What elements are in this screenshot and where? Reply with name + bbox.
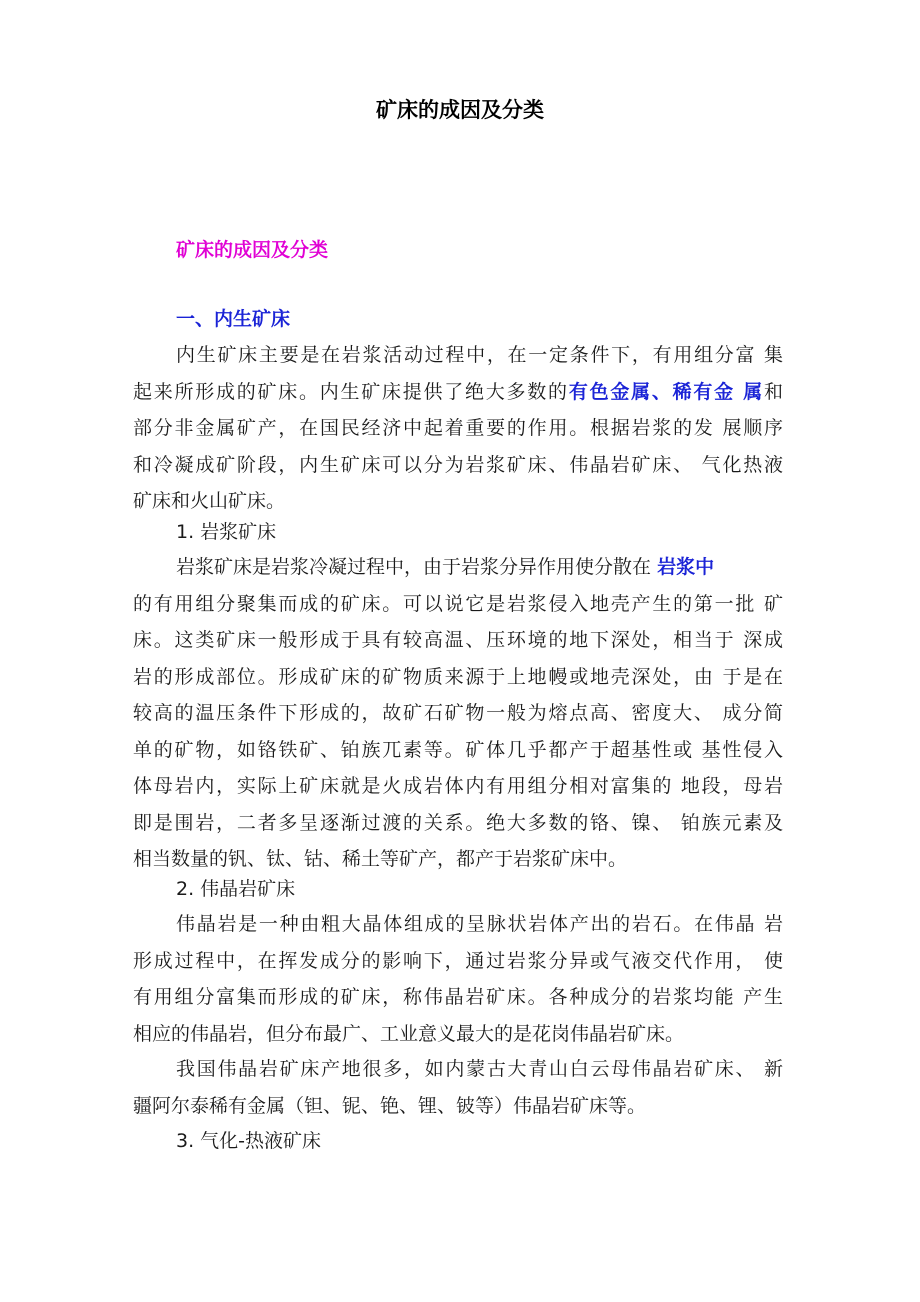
paragraph-magmatic (133, 549, 783, 878)
paragraph-pegmatite-china (133, 1051, 783, 1124)
text-line: 床。这类矿床一般形成于具有较高温、压环境的地下深处，相当于 深成 (133, 629, 783, 651)
text-line: 单的矿物，如铬铁矿、铂族兀素等。矿体几乎都产于超基性或 基性侵入 (133, 738, 783, 761)
text-line: 即是围岩，二者多呈逐渐过渡的关系。绝大多数的铬、镍、 铂族元素及 (133, 811, 783, 834)
text-line: 疆阿尔泰稀有金属（钽、铌、铯、锂、铍等）伟晶岩矿床等。 (133, 1094, 647, 1117)
text-line: 相应的伟晶岩，但分布最广、工业意义最大的是花岗伟晶岩矿床。 (133, 1022, 685, 1045)
text-line: 内生矿床主要是在岩浆活动过程中，在一定条件下，有用组分富 集 (176, 344, 783, 366)
paragraph-endogenic-intro (133, 337, 783, 520)
text-line: 起来所形成的矿床。内生矿床提供了绝大多数的有色金属、稀有金 属和 (133, 380, 783, 403)
subsection-heading-hydrothermal: 3. 气化-热液矿床 (176, 1130, 322, 1152)
highlight-link[interactable]: 岩浆中 (657, 556, 715, 578)
text-line: 形成过程中，在挥发成分的影响下，通过岩浆分异或气液交代作用， 使 (133, 949, 783, 972)
text-line: 体母岩内，实际上矿床就是火成岩体内有用组分相对富集的 地段，母岩 (133, 775, 783, 797)
text-line: 较高的温压条件下形成的，故矿石矿物一般为熔点高、密度大、 成分简 (133, 702, 783, 724)
text-line: 我国伟晶岩矿床产地很多，如内蒙古大青山白云母伟晶岩矿床、 新 (176, 1058, 783, 1080)
page-title: 矿床的成因及分类 (376, 98, 544, 122)
text-line: 的有用组分聚集而成的矿床。可以说它是岩浆侵入地壳产生的第一批 矿 (133, 592, 783, 615)
text-line: 和冷凝成矿阶段，内生矿床可以分为岩浆矿床、伟晶岩矿床、 气化热液 (133, 453, 783, 476)
text-line: 有用组分富集而形成的矿床，称伟晶岩矿床。各种成分的岩浆均能 产生 (133, 986, 783, 1008)
text-line: 伟晶岩是一种由粗大晶体组成的呈脉状岩体产出的岩石。在伟晶 岩 (176, 913, 783, 935)
paragraph-pegmatite (133, 906, 783, 1052)
text-line: 相当数量的钒、钛、钴、稀土等矿产，都产于岩浆矿床中。 (133, 848, 628, 870)
text-line: 岩浆矿床是岩浆冷凝过程中，由于岩浆分异作用使分散在 岩浆中 (176, 556, 715, 578)
subtitle: 矿床的成因及分类 (176, 239, 329, 261)
text-line: 岩的形成部位。形成矿床的矿物质来源于上地幔或地壳深处，由 于是在 (133, 665, 783, 688)
highlight-link[interactable]: 有色金属、稀有金 属 (568, 380, 764, 403)
text-line: 矿床和火山矿床。 (133, 490, 286, 512)
section-heading-endogenic: 一、内生矿床 (176, 308, 291, 330)
text-line: 部分非金属矿产，在国民经济中起着重要的作用。根据岩浆的发 展顺序 (133, 417, 783, 439)
subsection-heading-pegmatite: 2. 伟晶岩矿床 (176, 878, 296, 900)
subsection-heading-magmatic: 1. 岩浆矿床 (176, 521, 277, 543)
